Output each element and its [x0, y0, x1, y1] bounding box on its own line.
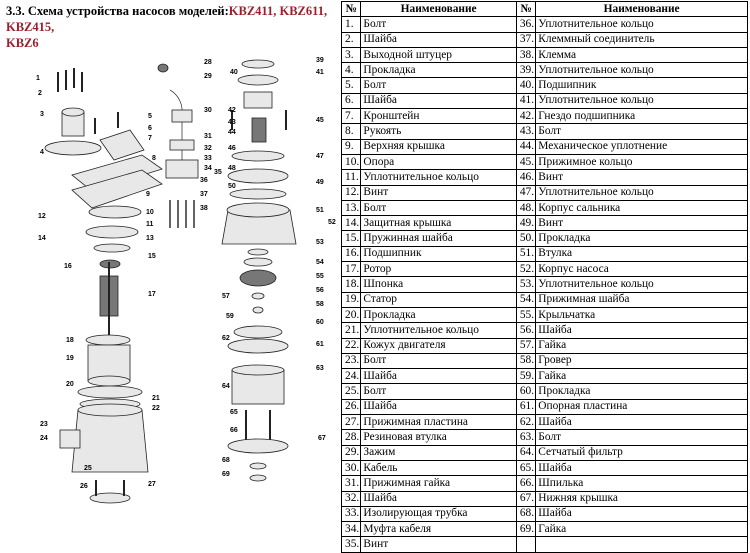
part-name-left: Муфта кабеля — [361, 522, 516, 537]
header-num-right: № — [516, 2, 535, 17]
part-name-left: Выходной штуцер — [361, 47, 516, 62]
part-number-left: 12. — [342, 185, 361, 200]
part-name-left: Шайба — [361, 369, 516, 384]
callout-label: 29 — [204, 73, 212, 80]
part-number-left: 34. — [342, 522, 361, 537]
callout-label: 10 — [146, 209, 154, 216]
table-row — [342, 399, 748, 414]
callout-label: 8 — [152, 155, 156, 162]
part-number-right: 68. — [516, 506, 535, 521]
part-number-right: 54. — [516, 292, 535, 307]
part-number-right: 48. — [516, 200, 535, 215]
part-name-right: Болт — [536, 124, 748, 139]
callout-label: 38 — [200, 205, 208, 212]
callout-label: 24 — [40, 435, 48, 442]
callout-label: 3 — [40, 111, 44, 118]
part-name-left: Подшипник — [361, 246, 516, 261]
callout-label: 28 — [204, 59, 212, 66]
callout-label: 34 — [204, 165, 212, 172]
part-number-right: 56. — [516, 323, 535, 338]
callout-label: 64 — [222, 383, 230, 390]
table-row — [342, 63, 748, 78]
part-number-right: 60. — [516, 384, 535, 399]
part-name-left: Прокладка — [361, 307, 516, 322]
callout-label: 45 — [316, 117, 324, 124]
part-number-right: 44. — [516, 139, 535, 154]
part-name-right: Прокладка — [536, 384, 748, 399]
table-row — [342, 262, 748, 277]
part-number-left: 5. — [342, 78, 361, 93]
part-number-left: 13. — [342, 200, 361, 215]
part-name-left: Пружинная шайба — [361, 231, 516, 246]
table-row — [342, 292, 748, 307]
callout-label: 42 — [228, 107, 236, 114]
table-row — [342, 415, 748, 430]
motor-assembly — [45, 68, 162, 503]
part-number-left: 20. — [342, 307, 361, 322]
part-number-right: 45. — [516, 154, 535, 169]
part-name-right: Прижимное кольцо — [536, 154, 748, 169]
part-name-left: Защитная крышка — [361, 216, 516, 231]
callout-label: 39 — [316, 57, 324, 64]
part-number-right: 42. — [516, 109, 535, 124]
part-number-left: 33. — [342, 506, 361, 521]
table-row — [342, 353, 748, 368]
callout-label: 22 — [152, 405, 160, 412]
part-name-right: Сетчатый фильтр — [536, 445, 748, 460]
part-name-left: Верхняя крышка — [361, 139, 516, 154]
part-name-right: Нижняя крышка — [536, 491, 748, 506]
part-number-left: 28. — [342, 430, 361, 445]
callout-label: 31 — [204, 133, 212, 140]
callout-label: 16 — [64, 263, 72, 270]
part-name-left: Прижимная гайка — [361, 476, 516, 491]
part-name-right: Уплотнительное кольцо — [536, 185, 748, 200]
callout-label: 5 — [148, 113, 152, 120]
part-name-left: Шайба — [361, 32, 516, 47]
part-name-left: Болт — [361, 200, 516, 215]
callout-label: 32 — [204, 145, 212, 152]
part-number-left: 32. — [342, 491, 361, 506]
heading-prefix: 3.3. Схема устройства насосов моделей: — [6, 4, 229, 18]
part-number-right: 51. — [516, 246, 535, 261]
part-name-right: Уплотнительное кольцо — [536, 93, 748, 108]
callout-label: 51 — [316, 207, 324, 214]
callout-label: 68 — [222, 457, 230, 464]
callout-label: 48 — [228, 165, 236, 172]
callout-label: 57 — [222, 293, 230, 300]
part-number-left: 11. — [342, 170, 361, 185]
part-number-right: 37. — [516, 32, 535, 47]
part-name-right: Клеммный соединитель — [536, 32, 748, 47]
table-row — [342, 109, 748, 124]
parts-table-body — [342, 17, 748, 552]
callout-label: 40 — [230, 69, 238, 76]
part-number-right: 62. — [516, 415, 535, 430]
callout-label: 54 — [316, 259, 324, 266]
part-number-left: 30. — [342, 460, 361, 475]
part-number-left: 29. — [342, 445, 361, 460]
part-name-right: Уплотнительное кольцо — [536, 63, 748, 78]
table-row — [342, 32, 748, 47]
part-name-left: Прокладка — [361, 63, 516, 78]
part-number-right: 41. — [516, 93, 535, 108]
part-number-left: 24. — [342, 369, 361, 384]
table-row — [342, 476, 748, 491]
part-number-right: 50. — [516, 231, 535, 246]
part-number-right: 43. — [516, 124, 535, 139]
part-number-right: 53. — [516, 277, 535, 292]
part-number-left: 2. — [342, 32, 361, 47]
callout-label: 56 — [316, 287, 324, 294]
part-number-left: 35. — [342, 537, 361, 552]
part-name-right: Прижимная шайба — [536, 292, 748, 307]
callout-label: 26 — [80, 483, 88, 490]
part-name-right: Втулка — [536, 246, 748, 261]
table-row — [342, 231, 748, 246]
part-number-right: 39. — [516, 63, 535, 78]
part-number-left: 23. — [342, 353, 361, 368]
callout-label: 21 — [152, 395, 160, 402]
callout-label: 25 — [84, 465, 92, 472]
part-number-left: 10. — [342, 154, 361, 169]
callout-label: 44 — [228, 129, 236, 136]
callout-label: 33 — [204, 155, 212, 162]
callout-label: 19 — [66, 355, 74, 362]
table-row — [342, 17, 748, 32]
part-number-right: 49. — [516, 216, 535, 231]
part-name-right: Механическое уплотнение — [536, 139, 748, 154]
part-number-right — [516, 537, 535, 552]
table-row — [342, 537, 748, 552]
part-number-right: 38. — [516, 47, 535, 62]
part-number-left: 26. — [342, 399, 361, 414]
callout-label: 37 — [200, 191, 208, 198]
callout-label: 18 — [66, 337, 74, 344]
callout-label: 41 — [316, 69, 324, 76]
part-name-right: Гайка — [536, 522, 748, 537]
part-name-right: Шайба — [536, 323, 748, 338]
part-number-right: 46. — [516, 170, 535, 185]
callout-label: 11 — [146, 221, 154, 228]
part-name-right: Уплотнительное кольцо — [536, 277, 748, 292]
callout-label: 50 — [228, 183, 236, 190]
callout-label: 36 — [200, 177, 208, 184]
callout-label: 52 — [328, 219, 336, 226]
part-name-right: Гайка — [536, 369, 748, 384]
table-row — [342, 139, 748, 154]
part-number-right: 69. — [516, 522, 535, 537]
callout-label: 69 — [222, 471, 230, 478]
part-name-right: Корпус насоса — [536, 262, 748, 277]
part-name-right: Гайка — [536, 338, 748, 353]
part-number-right: 36. — [516, 17, 535, 32]
callout-label: 49 — [316, 179, 324, 186]
part-name-left: Зажим — [361, 445, 516, 460]
part-number-left: 6. — [342, 93, 361, 108]
callout-label: 59 — [226, 313, 234, 320]
callout-label: 58 — [316, 301, 324, 308]
part-number-left: 22. — [342, 338, 361, 353]
table-row — [342, 47, 748, 62]
part-name-right — [536, 537, 748, 552]
table-row — [342, 369, 748, 384]
part-number-left: 14. — [342, 216, 361, 231]
table-row — [342, 460, 748, 475]
part-number-left: 1. — [342, 17, 361, 32]
cable-assembly — [158, 64, 198, 228]
table-header-row — [342, 2, 748, 17]
callout-label: 67 — [318, 435, 326, 442]
part-number-left: 21. — [342, 323, 361, 338]
part-name-left: Прижимная пластина — [361, 415, 516, 430]
callout-label: 53 — [316, 239, 324, 246]
table-row — [342, 216, 748, 231]
callout-label: 46 — [228, 145, 236, 152]
part-name-left: Болт — [361, 353, 516, 368]
part-name-right: Крыльчатка — [536, 307, 748, 322]
part-name-right: Корпус сальника — [536, 200, 748, 215]
part-name-right: Гровер — [536, 353, 748, 368]
part-number-right: 52. — [516, 262, 535, 277]
header-num-left: № — [342, 2, 361, 17]
part-name-right: Шайба — [536, 506, 748, 521]
part-name-left: Винт — [361, 185, 516, 200]
callout-label: 4 — [40, 149, 44, 156]
table-row — [342, 338, 748, 353]
callout-label: 47 — [316, 153, 324, 160]
part-name-left: Шпонка — [361, 277, 516, 292]
part-name-left: Болт — [361, 17, 516, 32]
parts-table — [341, 1, 748, 553]
table-row — [342, 246, 748, 261]
table-row — [342, 491, 748, 506]
part-number-right: 57. — [516, 338, 535, 353]
part-number-right: 58. — [516, 353, 535, 368]
part-number-right: 67. — [516, 491, 535, 506]
callout-label: 23 — [40, 421, 48, 428]
part-name-right: Подшипник — [536, 78, 748, 93]
part-name-right: Прокладка — [536, 231, 748, 246]
table-row — [342, 200, 748, 215]
part-number-left: 25. — [342, 384, 361, 399]
callout-label: 61 — [316, 341, 324, 348]
part-number-right: 40. — [516, 78, 535, 93]
callout-label: 1 — [36, 75, 40, 82]
callout-label: 9 — [146, 191, 150, 198]
part-name-left: Болт — [361, 78, 516, 93]
part-number-left: 15. — [342, 231, 361, 246]
exploded-pump-diagram — [0, 40, 340, 519]
table-row — [342, 154, 748, 169]
part-name-left: Болт — [361, 384, 516, 399]
part-number-left: 8. — [342, 124, 361, 139]
part-number-left: 7. — [342, 109, 361, 124]
callout-label: 15 — [148, 253, 156, 260]
part-name-right: Болт — [536, 430, 748, 445]
table-row — [342, 430, 748, 445]
part-name-left: Ротор — [361, 262, 516, 277]
part-number-left: 19. — [342, 292, 361, 307]
callout-label: 55 — [316, 273, 324, 280]
part-name-right: Клемма — [536, 47, 748, 62]
part-name-right: Шпилька — [536, 476, 748, 491]
part-number-right: 55. — [516, 307, 535, 322]
table-row — [342, 277, 748, 292]
part-number-left: 9. — [342, 139, 361, 154]
table-row — [342, 506, 748, 521]
part-number-left: 16. — [342, 246, 361, 261]
callout-label: 35 — [214, 169, 222, 176]
header-name-right: Наименование — [536, 2, 748, 17]
callout-label: 2 — [38, 90, 42, 97]
part-name-left: Изолирующая трубка — [361, 506, 516, 521]
table-row — [342, 185, 748, 200]
callout-label: 20 — [66, 381, 74, 388]
part-number-left: 4. — [342, 63, 361, 78]
part-name-left: Резиновая втулка — [361, 430, 516, 445]
part-number-right: 64. — [516, 445, 535, 460]
callout-label: 30 — [204, 107, 212, 114]
part-number-left: 17. — [342, 262, 361, 277]
part-name-left: Кожух двигателя — [361, 338, 516, 353]
part-number-right: 61. — [516, 399, 535, 414]
table-row — [342, 307, 748, 322]
part-name-left: Кронштейн — [361, 109, 516, 124]
part-number-right: 66. — [516, 476, 535, 491]
callout-label: 27 — [148, 481, 156, 488]
table-row — [342, 445, 748, 460]
table-row — [342, 384, 748, 399]
callout-label: 63 — [316, 365, 324, 372]
callout-label: 12 — [38, 213, 46, 220]
part-name-left: Статор — [361, 292, 516, 307]
heading-models: KBZ411, KBZ611, KBZ415, — [6, 4, 328, 34]
header-name-left: Наименование — [361, 2, 516, 17]
callout-label: 60 — [316, 319, 324, 326]
part-name-right: Винт — [536, 216, 748, 231]
part-name-right: Уплотнительное кольцо — [536, 17, 748, 32]
part-name-right: Винт — [536, 170, 748, 185]
table-row — [342, 78, 748, 93]
part-name-left: Опора — [361, 154, 516, 169]
table-row — [342, 124, 748, 139]
callout-label: 62 — [222, 335, 230, 342]
part-name-right: Шайба — [536, 460, 748, 475]
table-row — [342, 93, 748, 108]
part-name-left: Уплотнительное кольцо — [361, 170, 516, 185]
part-number-left: 18. — [342, 277, 361, 292]
part-name-left: Шайба — [361, 93, 516, 108]
part-name-left: Рукоять — [361, 124, 516, 139]
part-number-left: 27. — [342, 415, 361, 430]
part-name-right: Шайба — [536, 415, 748, 430]
part-number-left: 3. — [342, 47, 361, 62]
callout-label: 65 — [230, 409, 238, 416]
callout-label: 7 — [148, 135, 152, 142]
callout-label: 43 — [228, 119, 236, 126]
callout-label: 66 — [230, 427, 238, 434]
part-name-left: Уплотнительное кольцо — [361, 323, 516, 338]
callout-label: 6 — [148, 125, 152, 132]
part-name-left: Винт — [361, 537, 516, 552]
part-name-left: Шайба — [361, 399, 516, 414]
part-name-left: Кабель — [361, 460, 516, 475]
table-row — [342, 522, 748, 537]
heading-models-cont: KBZ6 — [6, 36, 39, 50]
part-name-right: Гнездо подшипника — [536, 109, 748, 124]
part-number-right: 47. — [516, 185, 535, 200]
part-number-right: 63. — [516, 430, 535, 445]
callout-label: 13 — [146, 235, 154, 242]
callout-label: 17 — [148, 291, 156, 298]
callout-label: 14 — [38, 235, 46, 242]
part-number-right: 59. — [516, 369, 535, 384]
part-number-left: 31. — [342, 476, 361, 491]
table-row — [342, 170, 748, 185]
table-row — [342, 323, 748, 338]
part-name-right: Опорная пластина — [536, 399, 748, 414]
part-name-left: Шайба — [361, 491, 516, 506]
part-number-right: 65. — [516, 460, 535, 475]
